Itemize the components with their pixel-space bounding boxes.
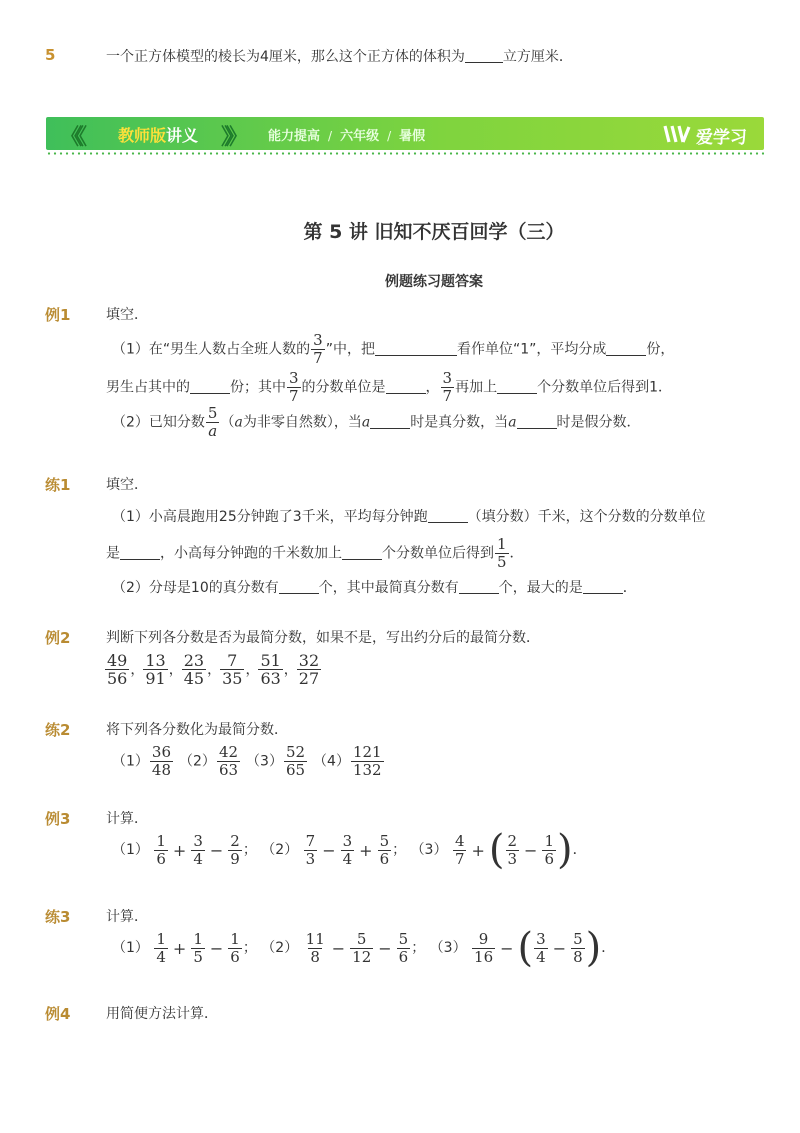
example-4-text: 用简便方法计算． bbox=[106, 1006, 218, 1022]
fraction: $\frac{51}{63}$ bbox=[260, 651, 281, 688]
practice-1-label: 练1 bbox=[45, 476, 71, 494]
fraction: $\frac{3}{4}$ bbox=[342, 831, 353, 868]
example-2-text: 判断下列各分数是否为最简分数，如果不是，写出约分后的最简分数． bbox=[106, 630, 540, 646]
fraction: $\frac{32}{27}$ bbox=[298, 651, 320, 688]
practice-1-line-3: （2）分母是10的真分数有 个，其中最简真分数有 个，最大的是 ． bbox=[112, 580, 637, 596]
example-1-intro: 填空． bbox=[106, 307, 148, 323]
answer-blank bbox=[190, 379, 230, 394]
separator: ， bbox=[283, 661, 298, 678]
problem-number: 5 bbox=[45, 46, 56, 64]
logo-text: 爱学习 bbox=[696, 128, 747, 148]
answer-blank bbox=[465, 48, 503, 63]
fraction: $\frac{42}{63}$ bbox=[218, 743, 239, 779]
item-number: （2） bbox=[179, 753, 216, 770]
fraction: $\frac{1}{5}$ bbox=[193, 929, 203, 966]
answer-blank bbox=[370, 414, 410, 429]
fraction: $\frac{7}{35}$ bbox=[222, 651, 243, 688]
fraction: $\frac{3}{7}$ bbox=[289, 369, 299, 405]
answer-blank bbox=[606, 341, 646, 356]
problem-5-text: 一个正方体模型的棱长为4厘米，那么这个正方体的体积为 立方厘米． bbox=[106, 49, 573, 65]
fraction: $\frac{5}{12}$ bbox=[352, 929, 372, 966]
chevron-right-icon: 》》 bbox=[221, 125, 243, 150]
practice-1-line-2: 是 ，小高每分钟跑的千米数加上 个分数单位后得到 $\frac{1}{5}$ ． bbox=[106, 535, 524, 571]
fraction: $\frac{7}{3}$ bbox=[305, 831, 316, 868]
fraction: $\frac{5}{8}$ bbox=[573, 929, 583, 966]
answer-blank bbox=[497, 379, 537, 394]
practice-1-line-1: （1）小高晨跑用25分钟跑了3千米，平均每分钟跑 （填分数）千米，这个分数的分数单位 bbox=[112, 509, 706, 525]
banner-title: 教师版讲义 bbox=[118, 126, 199, 145]
answer-blank bbox=[517, 414, 557, 429]
example-1-line-1: （1）在“男生人数占全班人数的 $\frac{3}{7}$ ”中，把 看作单位“1”，平均分成 份， bbox=[112, 331, 675, 367]
example-2-label: 例2 bbox=[45, 629, 71, 647]
fraction: $\frac{3}{7}$ bbox=[313, 331, 323, 367]
fraction: $\frac{1}{5}$ bbox=[497, 535, 507, 571]
banner-tags: 能力提高 / 六年级 / 暑假 bbox=[268, 129, 426, 144]
fraction: $\frac{4}{7}$ bbox=[454, 831, 465, 868]
fraction: $\frac{3}{7}$ bbox=[442, 369, 453, 405]
answer-blank bbox=[386, 379, 426, 394]
fraction: $\frac{52}{65}$ bbox=[285, 743, 306, 779]
fraction: $\frac{2}{9}$ bbox=[230, 831, 240, 868]
fraction: $\frac{1}{6}$ bbox=[544, 831, 554, 868]
practice-3-expressions: （1） $\frac{1}{4}$ + $\frac{1}{5}$ − $\frac{1}{6}$ ； （2） $\frac{11}{8}$ − $\frac{5}{12}$ − $\frac{5}{6}$ ； （3） $\frac{9}{16}$ − ( $\frac{3}{4}$ − $\frac{5}{8}$ )． bbox=[112, 925, 616, 971]
dotted-divider bbox=[46, 152, 764, 155]
answer-blank bbox=[120, 545, 160, 560]
separator: ， bbox=[168, 661, 183, 678]
answer-blank bbox=[279, 579, 319, 594]
separator: ， bbox=[130, 661, 145, 678]
example-4-label: 例4 bbox=[45, 1005, 71, 1023]
fraction: $\frac{1}{4}$ bbox=[156, 929, 166, 966]
fraction: $\frac{9}{16}$ bbox=[474, 929, 494, 966]
answer-blank bbox=[583, 579, 623, 594]
lecture-title: 第 5 讲 旧知不厌百回学（三） bbox=[303, 221, 565, 243]
example-1-line-2: 男生占其中的 份；其中 $\frac{3}{7}$ 的分数单位是 ， $\frac{3}{7}$ 再加上 个分数单位后得到1． bbox=[106, 369, 673, 405]
practice-2-label: 练2 bbox=[45, 721, 71, 739]
example-2-fractions bbox=[104, 652, 322, 687]
logo-icon bbox=[663, 123, 691, 149]
fraction: $\frac{1}{6}$ bbox=[230, 929, 240, 966]
item-number: （4） bbox=[313, 753, 350, 770]
practice-1-intro: 填空． bbox=[106, 477, 148, 493]
example-3-expressions: （1） $\frac{1}{6}$ + $\frac{3}{4}$ − $\frac{2}{9}$ ； （2） $\frac{7}{3}$ − $\frac{3}{4}$ + $\frac{5}{6}$ ； （3） $\frac{4}{7}$ + ( $\frac{2}{3}$ − $\frac{1}{6}$ )． bbox=[112, 827, 587, 873]
chevron-left-icon: 《《 bbox=[60, 125, 82, 150]
item-number: （1） bbox=[112, 753, 149, 770]
practice-2-fractions bbox=[112, 744, 390, 779]
example-3-text: 计算． bbox=[106, 811, 148, 827]
banner bbox=[46, 117, 764, 150]
fraction: $\frac{13}{91}$ bbox=[145, 651, 166, 688]
example-1-line-3: （2）已知分数 $\frac{5}{a}$ （a为非零自然数），当a 时是真分数，当a 时是假分数． bbox=[112, 404, 641, 440]
fraction: $\frac{49}{56}$ bbox=[107, 651, 128, 688]
fraction: $\frac{5}{6}$ bbox=[398, 929, 409, 966]
practice-3-label: 练3 bbox=[45, 908, 71, 926]
answer-blank bbox=[375, 341, 457, 356]
fraction: $\frac{1}{6}$ bbox=[156, 831, 166, 868]
fraction: $\frac{3}{4}$ bbox=[193, 831, 203, 868]
fraction: $\frac{11}{8}$ bbox=[305, 929, 325, 966]
example-3-label: 例3 bbox=[45, 810, 71, 828]
fraction: $\frac{5}{a}$ bbox=[207, 404, 218, 440]
fraction: $\frac{23}{45}$ bbox=[183, 651, 205, 688]
fraction: $\frac{36}{48}$ bbox=[151, 743, 172, 779]
practice-3-text: 计算． bbox=[106, 909, 148, 925]
example-1-label: 例1 bbox=[45, 306, 71, 324]
answer-blank bbox=[428, 508, 468, 523]
separator: ， bbox=[207, 661, 222, 678]
fraction: $\frac{2}{3}$ bbox=[507, 831, 518, 868]
answer-blank bbox=[342, 545, 382, 560]
section-subtitle: 例题练习题答案 bbox=[385, 274, 483, 290]
item-number: （3） bbox=[246, 753, 283, 770]
fraction: $\frac{121}{132}$ bbox=[352, 743, 382, 779]
practice-2-text: 将下列各分数化为最简分数． bbox=[106, 722, 288, 738]
separator: ， bbox=[245, 661, 260, 678]
fraction: $\frac{3}{4}$ bbox=[536, 929, 546, 966]
answer-blank bbox=[459, 579, 499, 594]
fraction: $\frac{5}{6}$ bbox=[379, 831, 390, 868]
